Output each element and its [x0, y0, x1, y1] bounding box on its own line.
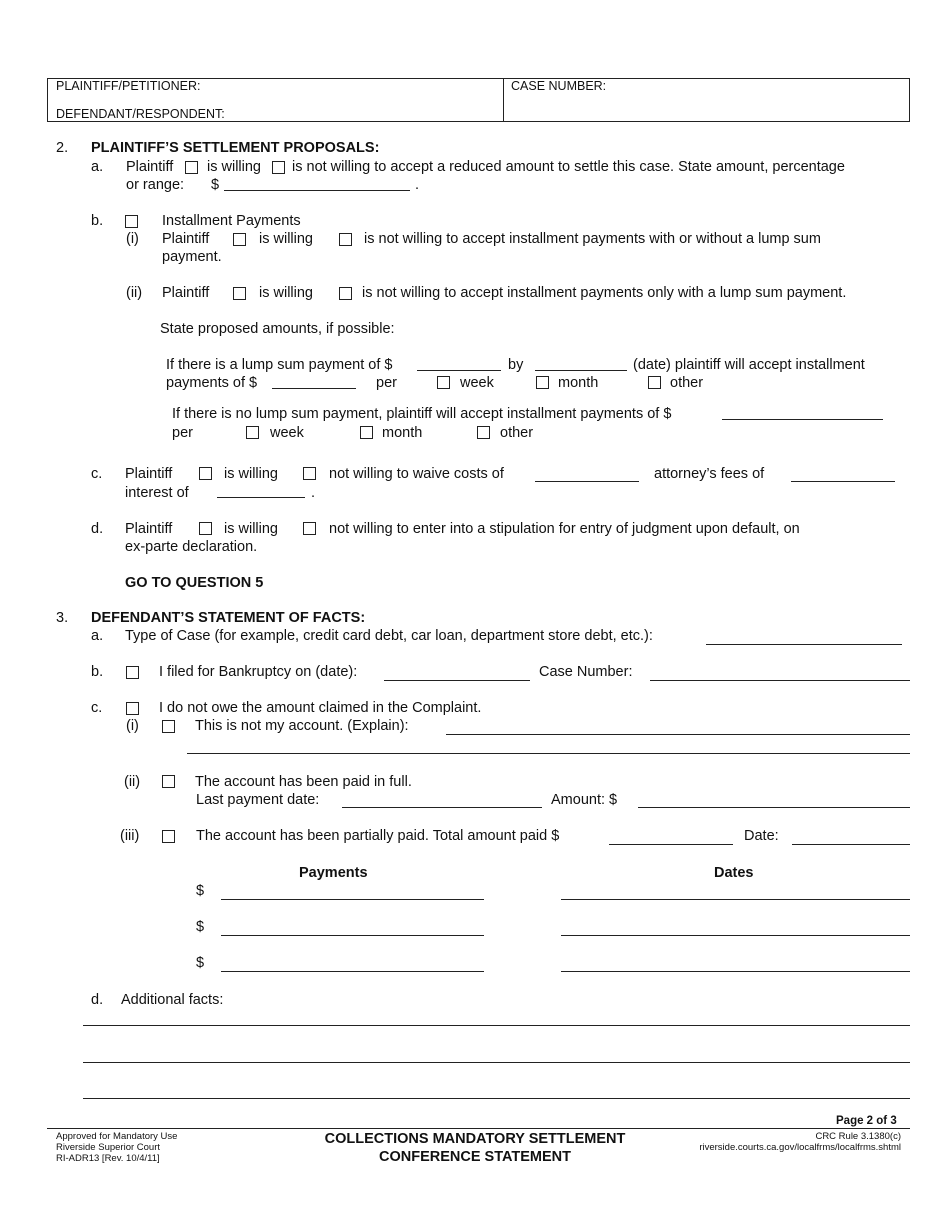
footer-rule [47, 1128, 910, 1129]
payment-date-field-3[interactable] [561, 971, 910, 972]
checkbox-3c-iii-partially-paid[interactable] [162, 830, 175, 843]
item-2b-i-willing-label: is willing [259, 231, 313, 247]
item-2b-letter: b. [91, 213, 104, 229]
item-2d-plaintiff: Plaintiff [125, 521, 173, 537]
item-3d-letter: d. [91, 992, 104, 1008]
no-lump-text: If there is no lump sum payment, plaintiff will accept installment payments of $ [172, 406, 672, 422]
item-2a-period: . [415, 177, 420, 193]
lump-week-label: week [460, 375, 494, 391]
checkbox-3c-ii-paid-full[interactable] [162, 775, 175, 788]
item-2b-i-not-willing-label: is not willing to accept installment payments with or without a lump sum [364, 231, 821, 247]
case-type-field[interactable] [706, 644, 902, 645]
payment-date-field-2[interactable] [561, 935, 910, 936]
no-lump-week-label: week [270, 425, 304, 441]
checkbox-2d-willing[interactable] [199, 522, 212, 535]
checkbox-3c-not-owe[interactable] [126, 702, 139, 715]
item-2b-ii-not-willing-label: is not willing to accept installment payments only with a lump sum payment. [362, 285, 847, 301]
item-2b-title: Installment Payments [162, 213, 301, 229]
item-2a-willing-label: is willing [207, 159, 261, 175]
explain-field-line-1[interactable] [446, 734, 910, 735]
item-2c-letter: c. [91, 466, 103, 482]
item-2d-not-willing-label: not willing to enter into a stipulation for entry of judgment upon default, on [329, 521, 800, 537]
item-3b-case-number: Case Number: [539, 664, 633, 680]
explain-field-line-2[interactable] [187, 753, 910, 754]
item-2d-letter: d. [91, 521, 104, 537]
item-3c-iii-num: (iii) [120, 828, 140, 844]
item-2b-i-cont: payment. [162, 249, 222, 265]
checkbox-2a-willing[interactable] [185, 161, 198, 174]
payment-date-field-1[interactable] [561, 899, 910, 900]
footer-crc-rule: CRC Rule 3.1380(c) [815, 1131, 901, 1142]
section-2-title: PLAINTIFF’S SETTLEMENT PROPOSALS: [91, 140, 380, 156]
item-3b-letter: b. [91, 664, 104, 680]
lump-sum-by: by [508, 357, 524, 373]
lump-sum-amount-field[interactable] [417, 370, 501, 371]
lump-month-label: month [558, 375, 599, 391]
footer-title-line-1: COLLECTIONS MANDATORY SETTLEMENT [324, 1131, 626, 1147]
defendant-label: DEFENDANT/RESPONDENT: [56, 107, 225, 121]
checkbox-2b-ii-not-willing[interactable] [339, 287, 352, 300]
footer-form-id: RI-ADR13 [Rev. 10/4/11] [56, 1153, 160, 1164]
section-3-title: DEFENDANT’S STATEMENT OF FACTS: [91, 610, 366, 626]
item-3c-ii-num: (ii) [124, 774, 141, 790]
lump-per: per [376, 375, 397, 391]
dates-header: Dates [714, 865, 754, 881]
item-2b-ii-plaintiff: Plaintiff [162, 285, 210, 301]
checkbox-lump-other[interactable] [648, 376, 661, 389]
checkbox-2d-not-willing[interactable] [303, 522, 316, 535]
additional-facts-line-3[interactable] [83, 1098, 910, 1099]
item-2a-or-range: or range: [126, 177, 185, 193]
checkbox-3c-i-not-account[interactable] [162, 720, 175, 733]
footer-form-title [240, 1130, 710, 1166]
item-2a-plaintiff: Plaintiff [126, 159, 174, 175]
item-2d-cont: ex-parte declaration. [125, 539, 258, 555]
item-2b-ii-num: (ii) [126, 285, 143, 301]
item-3c-i-text: This is not my account. (Explain): [195, 718, 409, 734]
checkbox-2c-not-willing[interactable] [303, 467, 316, 480]
item-3c-text: I do not owe the amount claimed in the Complaint. [159, 700, 482, 716]
item-3d-text: Additional facts: [121, 992, 224, 1008]
checkbox-lump-week[interactable] [437, 376, 450, 389]
goto-question-5: GO TO QUESTION 5 [125, 575, 264, 591]
lump-sum-text: If there is a lump sum payment of $ [166, 357, 393, 373]
footer-approved: Approved for Mandatory Use [56, 1131, 178, 1142]
item-3b-text: I filed for Bankruptcy on (date): [159, 664, 358, 680]
partial-paid-date-field[interactable] [792, 844, 910, 845]
item-2c-attorney-label: attorney’s fees of [654, 466, 765, 482]
bankruptcy-date-field[interactable] [384, 680, 530, 681]
payment-amount-field-1[interactable] [221, 899, 484, 900]
item-3c-ii-amount-label: Amount: $ [551, 792, 618, 808]
item-2c-plaintiff: Plaintiff [125, 466, 173, 482]
footer-title-line-2: CONFERENCE STATEMENT [379, 1149, 571, 1165]
amount-2a-field[interactable] [224, 190, 410, 191]
item-2a-not-willing-label: is not willing to accept a reduced amount to settle this case. State amount, percentage [292, 159, 845, 175]
no-lump-month-label: month [382, 425, 423, 441]
payment-dollar-3: $ [196, 955, 205, 971]
item-2b-i-num: (i) [126, 231, 139, 247]
last-payment-amount-field[interactable] [638, 807, 910, 808]
item-3c-i-num: (i) [126, 718, 139, 734]
no-lump-amount-field[interactable] [722, 419, 883, 420]
checkbox-3b-bankruptcy[interactable] [126, 666, 139, 679]
item-3a-letter: a. [91, 628, 104, 644]
checkbox-2c-willing[interactable] [199, 467, 212, 480]
footer-court: Riverside Superior Court [56, 1142, 161, 1153]
payment-amount-field-2[interactable] [221, 935, 484, 936]
item-2b-i-plaintiff: Plaintiff [162, 231, 210, 247]
item-2c-willing-label: is willing [224, 466, 278, 482]
item-3a-text: Type of Case (for example, credit card debt, car loan, department store debt, etc.): [125, 628, 653, 644]
additional-facts-line-2[interactable] [83, 1062, 910, 1063]
no-lump-other-label: other [500, 425, 534, 441]
payment-dollar-1: $ [196, 883, 205, 899]
checkbox-lump-month[interactable] [536, 376, 549, 389]
checkbox-no-lump-month[interactable] [360, 426, 373, 439]
item-2c-not-willing-label: not willing to waive costs of [329, 466, 504, 482]
additional-facts-line-1[interactable] [83, 1025, 910, 1026]
checkbox-no-lump-other[interactable] [477, 426, 490, 439]
item-3c-ii-text: The account has been paid in full. [195, 774, 412, 790]
last-payment-date-field[interactable] [342, 807, 542, 808]
payments-header: Payments [299, 865, 368, 881]
item-2a-dollar: $ [211, 177, 220, 193]
case-number-label: CASE NUMBER: [511, 79, 607, 93]
lump-payments-amount-field[interactable] [272, 388, 356, 389]
item-2b-ii-willing-label: is willing [259, 285, 313, 301]
item-3c-letter: c. [91, 700, 103, 716]
checkbox-2b-ii-willing[interactable] [233, 287, 246, 300]
payment-dollar-2: $ [196, 919, 205, 935]
no-lump-per: per [172, 425, 193, 441]
item-2c-period: . [311, 485, 316, 501]
lump-payments-of: payments of $ [166, 375, 258, 391]
lump-sum-text2: (date) plaintiff will accept installment [633, 357, 865, 373]
caption-divider [503, 79, 504, 121]
checkbox-no-lump-week[interactable] [246, 426, 259, 439]
checkbox-2b-i-willing[interactable] [233, 233, 246, 246]
interest-field[interactable] [217, 497, 305, 498]
payment-amount-field-3[interactable] [221, 971, 484, 972]
checkbox-2b-i-not-willing[interactable] [339, 233, 352, 246]
page-number: Page 2 of 3 [836, 1115, 897, 1127]
item-2a-letter: a. [91, 159, 104, 175]
total-paid-field[interactable] [609, 844, 733, 845]
item-2d-willing-label: is willing [224, 521, 278, 537]
item-3c-iii-date-label: Date: [744, 828, 779, 844]
section-2-number: 2. [56, 140, 69, 156]
section-3-number: 3. [56, 610, 69, 626]
footer-url: riverside.courts.ca.gov/localfrms/localfrms.shtml [699, 1142, 901, 1153]
costs-field[interactable] [535, 481, 639, 482]
checkbox-2b-installment[interactable] [125, 215, 138, 228]
state-amounts-label: State proposed amounts, if possible: [160, 321, 395, 337]
item-3c-iii-text: The account has been partially paid. Total amount paid $ [196, 828, 560, 844]
lump-sum-date-field[interactable] [535, 370, 627, 371]
checkbox-2a-not-willing[interactable] [272, 161, 285, 174]
plaintiff-label: PLAINTIFF/PETITIONER: [56, 79, 201, 93]
attorney-fees-field[interactable] [791, 481, 895, 482]
lump-other-label: other [670, 375, 704, 391]
item-3c-ii-last-payment-label: Last payment date: [196, 792, 320, 808]
item-2c-interest-label: interest of [125, 485, 189, 501]
bankruptcy-case-number-field[interactable] [650, 680, 910, 681]
